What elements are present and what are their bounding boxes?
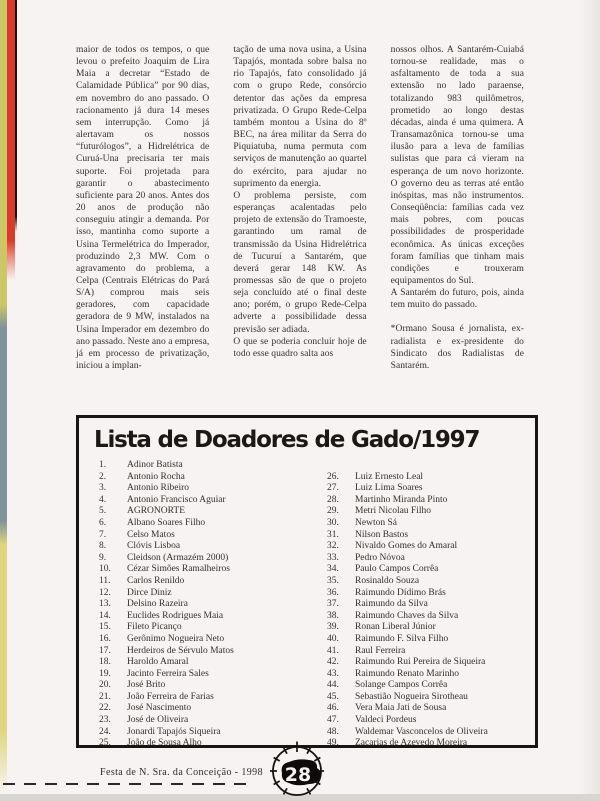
- article: [76, 44, 524, 372]
- donor-row: [327, 553, 535, 565]
- donor-number: 41.: [327, 645, 339, 656]
- donor-name: Raimundo Chaves da Silva: [355, 610, 459, 621]
- donor-name: Raul Ferreira: [355, 645, 406, 656]
- donor-row: [327, 576, 535, 588]
- donor-name: Fileto Picanço: [127, 622, 182, 633]
- donor-row: [327, 506, 535, 518]
- donor-name: Waldemar Vasconcelos de Oliveira: [355, 726, 488, 737]
- article-paragraph: *Ormano Sousa é jornalista, ex-radialista e ex-presidente do Sindicato dos Radialistas de Santarém.: [390, 324, 524, 371]
- donor-number: 48.: [327, 726, 339, 737]
- donor-name: Nilson Bastos: [355, 529, 409, 540]
- donor-name: Jonardi Tapajós Siqueira: [127, 726, 221, 737]
- donor-number: 35.: [327, 575, 339, 586]
- donor-number: 28.: [327, 494, 339, 505]
- donor-row: [327, 518, 535, 530]
- donor-number: 21.: [99, 691, 111, 702]
- article-column-1: [76, 44, 209, 372]
- donor-number: 25.: [99, 738, 111, 749]
- donor-name: Vera Maia Jati de Sousa: [355, 703, 447, 714]
- donor-name: José Brito: [127, 680, 166, 691]
- donor-row: [99, 599, 327, 611]
- donor-number: 11.: [99, 575, 111, 586]
- footer-caption: Festa de N. Sra. da Conceição - 1998: [100, 767, 263, 778]
- article-column-3: [391, 44, 524, 372]
- donor-row: [327, 680, 535, 692]
- donor-number: 43.: [327, 668, 339, 679]
- donor-number: 24.: [99, 726, 111, 737]
- donor-name: Antonio Francisco Aguiar: [127, 494, 226, 505]
- donor-name: Haroldo Amaral: [127, 657, 189, 668]
- donor-number: 30.: [327, 517, 339, 528]
- donor-row: [99, 715, 327, 727]
- donor-number: 19.: [99, 668, 111, 679]
- donor-row: [99, 611, 327, 623]
- donor-name: Pedro Nóvoa: [355, 552, 405, 563]
- donor-row: [99, 518, 327, 530]
- donor-row: [327, 646, 535, 658]
- page-number-badge-icon: [267, 740, 327, 800]
- donor-row: [99, 553, 327, 565]
- donor-list-right: [327, 472, 535, 750]
- donor-number: 12.: [99, 587, 111, 598]
- donor-row: [99, 495, 327, 507]
- donor-number: 22.: [99, 703, 111, 714]
- donor-number: 37.: [327, 599, 339, 610]
- article-paragraph: tação de uma nova usina, a Usina Tapajós, montada sobre balsa no rio Tapajós, fato consolidado já com o grupo Rede, consórcio detentor das ações da empresa privatizada. O Grupo Rede-Celpa também montou a Usina do 8º BEC, na área militar da Serra do Piquiatuba, numa permuta com serviços de manutenção ao quartel do exército, para ajudar no suprimento da energia.: [233, 45, 367, 189]
- donor-number: 14.: [99, 610, 111, 621]
- donor-number: 33.: [327, 552, 339, 563]
- donor-name: Delsino Razeira: [127, 599, 188, 610]
- donor-number: 4.: [99, 494, 107, 505]
- scan-edge-right: [578, 0, 600, 801]
- donor-row: [327, 472, 535, 484]
- donor-name: Adinor Batista: [127, 460, 183, 470]
- article-paragraph: maior de todos os tempos, o que levou o prefeito Joaquim de Lira Maia a decretar “Estado de Calamidade Pública” por 90 dias, em novembro do ano passado. O racionamento já dura 14 meses sem interrupção. Como já alertavam os nossos “futurólogos”, a Hidrelétrica de Curuá-Una precisaria ter mais suporte. Foi projetada para garantir o abastecimento suficiente para 20 anos. Antes dos 20 anos de produção não conseguiu atingir a demanda. Por isso, mantinha como suporte a Usina Termelétrica do Imperador, produzindo 2,3 MW. Com o agravamento do problema, a Celpa (Centrais Elétricas do Pará S/A) comprou mais seis geradores, com capacidade geradora de 9 MW, instalados na Usina Imperador em dezembro do ano passado. Neste ano a empresa, já em processo de privatização, iniciou a implan-: [76, 45, 210, 372]
- page-number: 28: [284, 764, 312, 786]
- donor-name: Albano Soares Filho: [127, 517, 206, 528]
- donor-row: [327, 495, 535, 507]
- donor-name: Nivaldo Gomes do Amaral: [355, 541, 458, 552]
- donor-name: Raimundo Rui Pereira de Siqueira: [355, 657, 486, 668]
- donor-name: Antonio Ribeiro: [127, 483, 190, 494]
- donor-row: [99, 576, 327, 588]
- donor-row: [327, 588, 535, 600]
- donor-row: [327, 692, 535, 704]
- donor-number: 32.: [327, 541, 339, 552]
- donor-row: [327, 530, 535, 542]
- donor-list-box: [76, 415, 538, 748]
- donor-row: [327, 541, 535, 553]
- donor-number: 20.: [99, 680, 111, 691]
- donor-row: [327, 483, 535, 495]
- donor-row: [99, 541, 327, 553]
- donor-row: [327, 634, 535, 646]
- donor-row: [327, 564, 535, 576]
- donor-name: Raimundo F. Silva Filho: [355, 633, 449, 644]
- donor-name: Raimundo Renato Marinho: [355, 668, 459, 679]
- donor-name: Luiz Ernesto Leal: [355, 471, 424, 482]
- donor-row: [99, 588, 327, 600]
- donor-row: [327, 669, 535, 681]
- dashed-cut-line: [3, 783, 255, 785]
- donor-name: Metri Nicolau Filho: [355, 506, 431, 517]
- donor-row: [99, 727, 327, 739]
- donor-name: Herdeiros de Sérvulo Matos: [127, 645, 234, 656]
- donor-number: 34.: [327, 564, 339, 575]
- donor-name: José Nascimento: [127, 703, 192, 714]
- donor-row: [99, 506, 327, 518]
- donor-number: 5.: [99, 506, 107, 517]
- donor-row: [99, 657, 327, 669]
- donor-row: [327, 703, 535, 715]
- donor-number: 7.: [99, 529, 107, 540]
- donor-name: Rosinaldo Souza: [355, 575, 420, 586]
- donor-row: [327, 622, 535, 634]
- donor-row: [327, 738, 535, 750]
- article-paragraph: O que se poderia concluir hoje de todo esse quadro salta aos: [233, 336, 367, 359]
- donor-list-columns: [79, 460, 535, 750]
- donor-name: José de Oliveira: [127, 715, 189, 726]
- donor-row: [99, 460, 327, 472]
- donor-row: [99, 692, 327, 704]
- donor-number: 1.: [99, 460, 107, 470]
- donor-name: Zacarias de Azevedo Moreira: [355, 738, 468, 749]
- donor-list-left: [79, 460, 327, 750]
- donor-number: 39.: [327, 622, 339, 633]
- donor-row: [99, 622, 327, 634]
- donor-row: [99, 634, 327, 646]
- donor-name: Luiz Lima Soares: [355, 483, 423, 494]
- donor-number: 31.: [327, 529, 339, 540]
- donor-number: 46.: [327, 703, 339, 714]
- donor-number: 15.: [99, 622, 111, 633]
- donor-name: Newton Sá: [355, 517, 397, 528]
- donor-number: 44.: [327, 680, 339, 691]
- donor-row: [327, 727, 535, 739]
- donor-name: Ronan Liberal Júnior: [355, 622, 436, 633]
- donor-name: Clóvis Lisboa: [127, 541, 181, 552]
- donor-row: [99, 669, 327, 681]
- donor-number: 45.: [327, 691, 339, 702]
- donor-number: 23.: [99, 715, 111, 726]
- donor-row: [327, 657, 535, 669]
- donor-number: 3.: [99, 483, 107, 494]
- scan-edge-left-red: [7, 0, 15, 801]
- donor-number: 29.: [327, 506, 339, 517]
- donor-name: Raimundo Dídimo Brás: [355, 587, 446, 598]
- donor-row: [99, 564, 327, 576]
- donor-list-title: Lista de Doadores de Gado/1997: [94, 427, 480, 453]
- donor-number: 13.: [99, 599, 111, 610]
- donor-number: 17.: [99, 645, 111, 656]
- donor-number: 36.: [327, 587, 339, 598]
- donor-name: Sebastião Nogueira Sirotheau: [355, 691, 468, 702]
- donor-name: Cleidson (Armazém 2000): [127, 552, 229, 563]
- donor-name: Paulo Campos Corrêa: [355, 564, 439, 575]
- donor-number: 9.: [99, 552, 107, 563]
- donor-number: 16.: [99, 633, 111, 644]
- donor-name: Carlos Renildo: [127, 575, 185, 586]
- scan-edge-left-black: [15, 0, 17, 801]
- donor-name: Euclides Rodrigues Maia: [127, 610, 224, 621]
- donor-name: Celso Matos: [127, 529, 175, 540]
- donor-number: 27.: [327, 483, 339, 494]
- donor-name: AGRONORTE: [127, 506, 186, 517]
- donor-row: [99, 680, 327, 692]
- donor-number: 2.: [99, 471, 107, 482]
- donor-row: [99, 703, 327, 715]
- article-paragraph: nossos olhos. A Santarém-Cuiabá tornou-se realidade, mas o asfaltamento de toda a sua extensão no lado paraense, totalizando 983 quilômetros, prometido ao longo destas décadas, ainda é uma quimera. A Transamazônica tornou-se uma ilusão para a leva de famílias sulistas que para cá vieram na esperança de um novo horizonte. O governo deu as terras até então inóspitas, mas não instrumentos. Conseqüência: famílias cada vez mais pobres, com poucas possibilidades de prosperidade econômica. As únicas exceções foram famílias que tinham mais condições e trouxeram equipamentos do Sul.: [390, 45, 524, 286]
- donor-name: João Ferreira de Farias: [127, 691, 214, 702]
- donor-name: Valdeci Pordeus: [355, 715, 417, 726]
- donor-number: 40.: [327, 633, 339, 644]
- donor-number: 49.: [327, 738, 339, 749]
- donor-number: 42.: [327, 657, 339, 668]
- article-paragraph: A Santarém do futuro, pois, ainda tem muito do passado.: [390, 288, 524, 311]
- donor-row: [99, 483, 327, 495]
- donor-number: 26.: [327, 471, 339, 482]
- donor-name: Solange Campos Corrêa: [355, 680, 448, 691]
- donor-name: Raimundo da Silva: [355, 599, 428, 610]
- donor-number: 6.: [99, 517, 107, 528]
- donor-row: [327, 715, 535, 727]
- donor-name: Dirce Diniz: [127, 587, 172, 598]
- donor-row: [99, 530, 327, 542]
- donor-name: Cézar Simões Ramalheiros: [127, 564, 230, 575]
- article-paragraph: O problema persiste, com esperanças acalentadas pelo projeto de extensão do Tramoeste, garantindo um ramal de transmissão da Usina Hidrelétrica de Tucuruí a Santarém, que deverá gerar 148 KW. As promessas são de que o projeto seja concluído até o final deste ano; porém, o grupo Rede-Celpa adverte a possibilidade dessa previsão ser adiada.: [233, 190, 367, 335]
- donor-number: 10.: [99, 564, 111, 575]
- donor-row: [99, 646, 327, 658]
- donor-number: 47.: [327, 715, 339, 726]
- donor-name: João de Sousa Alho: [127, 738, 202, 749]
- donor-number: 18.: [99, 657, 111, 668]
- donor-name: Martinho Miranda Pinto: [355, 494, 448, 505]
- article-column-2: [233, 44, 366, 372]
- donor-name: Jacinto Ferreira Sales: [127, 668, 209, 679]
- donor-name: Gerônimo Nogueira Neto: [127, 633, 225, 644]
- donor-name: Antonio Rocha: [127, 471, 185, 482]
- donor-row: [327, 599, 535, 611]
- donor-number: 38.: [327, 610, 339, 621]
- scan-edge-left-olive: [0, 0, 7, 801]
- donor-row: [99, 472, 327, 484]
- donor-row: [327, 611, 535, 623]
- donor-number: 8.: [99, 541, 107, 552]
